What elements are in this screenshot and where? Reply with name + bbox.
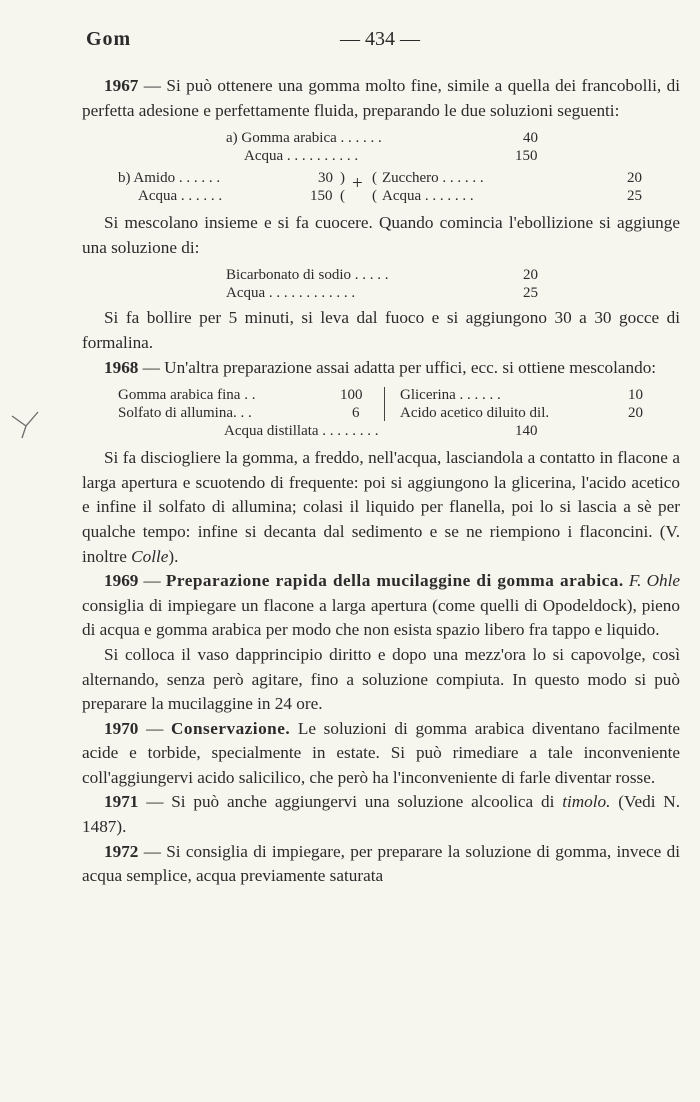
header-section: Gom [86,28,132,50]
section-title: Preparazione rapida della mucilaggine di gomma arabica. [165,571,624,591]
section-number: 1969 [104,571,139,591]
formula-label: Zucchero . . . . . . [382,170,484,187]
right-brace: ( [340,188,345,205]
paragraph-text: (Vedi N. 1487). [82,792,681,837]
paragraph-1971 [82,790,680,839]
paragraph-1967 [82,74,680,123]
page-number: — 434 — [340,28,420,50]
formula-label: Acido acetico diluito dil. [400,405,550,422]
formula-qty: 20 [628,405,643,422]
left-brace: ( [372,188,377,205]
paragraph-text: ). [168,546,179,566]
paragraph-text: Si mescolano insieme e si fa cuocere. Quando comincia l'ebollizione si aggiunge una soluzione di: [82,213,680,257]
paragraph-1969 [82,569,680,643]
running-header [82,26,680,60]
formula-qty: 20 [523,267,538,284]
column-divider [384,387,385,421]
left-brace: ( [372,170,377,187]
paragraph-text: — Si può ottenere una gomma molto fine, simile a quella dei francobolli, di perfetta adesione e perfettamente fluida, preparando le due soluzioni seguenti: [82,76,681,120]
formula-label: Acqua . . . . . . . . . . . . [226,285,356,302]
formula-qty: 20 [627,170,642,187]
section-number: 1968 [104,357,139,377]
cross-reference: timolo. [562,792,611,812]
formula-1968 [82,386,680,442]
paragraph-text: Si fa disciogliere la gomma, a freddo, nell'acqua, lasciandola a contatto in flacone a larga apertura e scuotendo di frequente: poi si aggiungono la glicerina, l'acido acetico e infine il solfato di allumina; colasi il liquido per flanella, poi lo si lascia a sè per qualche tempo: infine si decanta dal sedimento e se ne riempiono i flaconcini. (V. inoltre [82,448,680,566]
paragraph-text: consiglia di impiegare un flacone a larga apertura (come quelli di Opodeldock), pieno di acqua e gomma arabica per modo che non esista spazio libero fra tappo e liquido. [82,595,680,640]
formula-label: Acqua . . . . . . . . . . [244,148,359,165]
paragraph-text: — Si può anche aggiungervi una soluzione alcoolica di [146,792,555,812]
author-name: F. Ohle [628,571,681,591]
formula-qty: 30 [318,170,333,187]
section-number: 1972 [104,841,139,861]
plus-sign: + [352,173,363,195]
paragraph-1968 [82,356,680,381]
formula-qty: 40 [523,130,538,147]
formula-label: Acqua . . . . . . [138,188,223,205]
formula-qty: 25 [523,285,538,302]
formula-label: Bicarbonato di sodio . . . . . [226,267,389,284]
paragraph-text: Si colloca il vaso dapprincipio diritto e dopo una mezz'ora lo si capovolge, così alternando, senza però agitare, fino a soluzione compiuta. In questo modo si può preparare la mucilaggine in 24 ore. [82,644,680,714]
formula-label: Solfato di allumina. . . [118,405,252,422]
section-number: 1967 [104,76,139,95]
section-title: Conservazione. [170,718,291,738]
margin-check-mark [8,410,42,440]
dash: — [146,718,164,738]
dash: — [143,571,161,591]
paragraph-1972 [82,840,680,889]
formula-qty: 6 [352,405,360,422]
paragraph-text: Si fa bollire per 5 minuti, si leva dal fuoco e si aggiungono 30 a 30 gocce di formalina. [82,308,680,352]
formula-qty: 150 [515,148,538,165]
paragraph-text: — Si consiglia di impiegare, per preparare la soluzione di gomma, invece di acqua semplice, acqua previamente saturata [82,841,680,886]
page [82,26,680,889]
formula-qty: 150 [310,188,333,205]
formula-a [82,129,680,167]
formula-b [82,169,680,207]
formula-qty: 100 [340,387,363,404]
formula-qty: 10 [628,387,643,404]
formula-label: Glicerina . . . . . . [400,387,501,404]
formula-label: b) Amido . . . . . . [118,170,221,187]
cross-reference: Colle [131,546,169,566]
section-number: 1971 [104,792,139,812]
paragraph-text: Le soluzioni di gomma arabica diventano facilmente acide e torbide, specialmente in estate. Si può rimediare a tale inconveniente coll'aggiungervi acido salicilico, che però ha l'inconveniente di farle diventar rosse. [82,718,681,787]
formula-qty: 140 [515,423,538,440]
formula-label: Gomma arabica fina . . [118,387,256,404]
formula-label: Acqua . . . . . . . [382,188,474,205]
paragraph-1970 [82,717,680,791]
right-brace: ) [340,170,345,187]
formula-label: Acqua distillata . . . . . . . . [224,423,379,440]
paragraph-1968-body [82,446,680,569]
formula-qty: 25 [627,188,642,205]
formula-c [82,266,680,304]
paragraph-text: — Un'altra preparazione assai adatta per uffici, ecc. si ottiene mescolando: [142,357,657,377]
section-number: 1970 [104,718,139,738]
formula-label: a) Gomma arabica . . . . . . [226,130,382,147]
